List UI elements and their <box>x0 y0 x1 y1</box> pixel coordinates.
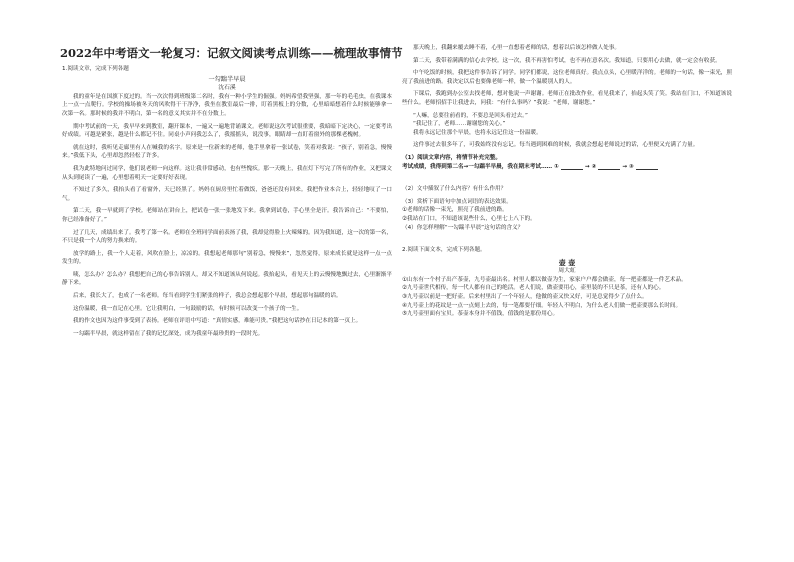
dialogue-line: “人嘛，总要往前看的，不要总是回头看过去。” <box>413 112 528 119</box>
story-paragraph: 一勾踹半早晨，就这样留在了我的记忆深处，成为我童年最珍贵的一段时光。 <box>73 330 264 337</box>
question-2-paragraph: ④九号壶上的花纹是一点一点刻上去的，每一笔都要仔细。年轻人不明白，为什么老人们做一把壶要那么长时间。 <box>402 302 682 309</box>
story-paragraph: 这件事过去很多年了，可我始终没有忘记。每当遇到困难的时候，我就会想起老师说过的话，心里便又充满了力量。 <box>413 142 699 149</box>
question-2-paragraph: ⑤九号壶里面有宝贝。茶壶本身并不值钱，值钱的是那份用心。 <box>402 311 559 318</box>
story-paragraph: 这份温暖，我一直记在心里。它让我明白，一句鼓励的话，有时候可以改变一个孩子的一生。 <box>73 305 303 312</box>
story-title: 一勾踹半早晨 <box>208 75 246 83</box>
story-paragraph: 我的作文也因为这件事受到了表扬。老师在评语中写道：“真情实感，难能可贵。”我把这句话抄在日记本的第一页上。 <box>73 318 362 325</box>
dialogue-line: “我记住了，老师……谢谢您的关心。” <box>413 121 506 128</box>
question-1-prompt: 1.阅读文章，完成下列各题 <box>62 66 129 72</box>
story-paragraph: 我为此特地问过同学，他们说老师一向这样。这让我非常感动，也有些愧疚。那一天晚上，我在灯下写完了所有的作业，又把课文从头到尾读了一遍，心里想着明天一定要好好表现。 <box>62 165 392 181</box>
right-column <box>402 0 732 319</box>
subquestion-4-label: （4）你怎样理解“一勾踹半早晨”这句话的含义？ <box>402 224 524 231</box>
answer-blank[interactable] <box>636 163 658 170</box>
subquestion-2-label: （2）文中插叙了什么内容？有什么作用？ <box>402 186 507 193</box>
dialogue-line: 我将永远记住那个早晨，也将永远记住这一份温暖。 <box>413 129 542 136</box>
plot-blank-2: ② <box>591 163 597 170</box>
question-2-paragraph: ①山东有一个村子出产茶壶，九号壶最出名。村里人都以做壶为生，家家户户都会做壶，每一把壶都是一件艺术品。 <box>402 276 687 283</box>
story-paragraph: 第二天，我一早就到了学校。老师站在讲台上，把试卷一张一张地发下来。我拿到试卷，手心里全是汗。我告诉自己：“不要怕，你已经准备好了。” <box>62 208 392 223</box>
subquestion-3-label: （3）赏析下面语句中加点词语的表达效果。 <box>402 198 512 205</box>
plot-arrow: → <box>622 163 628 170</box>
story-paragraph: 放学的路上，我一个人走着，风吹在脸上，凉凉的。我想起老师那句“别着急，慢慢来”，忽然觉得，原来成长就是这样一点一点发生的。 <box>62 250 392 266</box>
story-author: 沈石溪 <box>218 85 236 92</box>
plot-chain-start: 考试成绩，我得到第二名→一勾踹半早晨，我在期末考试…… <box>402 163 553 170</box>
plot-chain <box>402 163 732 172</box>
subquestion-3-item-a: ①老师的话像一束光，照亮了我前进的路。 <box>402 207 508 214</box>
story-paragraph: 第二天，我带着满满的信心去学校。这一次，我不再害怕考试，也不再在意名次。我知道，只要用心去做，就一定会有收获。 <box>413 57 721 64</box>
story-paragraph: 中午吃饭的时候，我把这件事告诉了同学。同学们都说，这位老师真好。我点点头，心里暖洋洋的。老师的一句话，像一束光，照亮了我前进的路。我决定以后也要像老师一样，做一个温暖别人的人。 <box>402 70 732 85</box>
story-paragraph: 那天晚上，我翻来覆去睡不着，心里一直想着老师的话，想着以后该怎样做人处事。 <box>413 45 620 51</box>
document-title: 2022年中考语文一轮复习：记叙文阅读考点训练——梳理故事情节 <box>60 46 403 60</box>
question-2-paragraph: ③九号壶以前是一把好壶。后来村里出了一个年轻人，他做的壶又快又好，可是总觉得少了点什么。 <box>402 294 648 301</box>
plot-arrow: → <box>584 163 590 170</box>
answer-blank[interactable] <box>561 163 583 170</box>
story-paragraph: 不知过了多久，我抬头看了看窗外，天已经黑了。妈妈在厨房里忙着做饭，爸爸还没有回来。我把作业本合上，轻轻地叹了一口气。 <box>62 187 392 202</box>
story-paragraph: 咦，怎么办？怎么办？我想把自己的心事告诉别人，却又不知道该从何说起。我抬起头，看见天上的云慢慢地飘过去，心里渐渐平静下来。 <box>62 271 392 287</box>
subquestion-1-label: （1）阅读文章内容，将情节补充完整。 <box>402 154 501 161</box>
story-paragraph: 后来，我长大了，也成了一名老师。每当看到学生们紧张的样子，我总会想起那个早晨，想起那句温暖的话。 <box>73 293 342 300</box>
subquestion-3-item-b: ②我站在门口，不知道该说些什么，心里七上八下的。 <box>402 215 536 222</box>
plot-blank-3: ③ <box>629 163 634 170</box>
story-paragraph: 我的童年是在国旗下度过的。当一次次得到班级第二名时，我有一种小学生的倔强。妈妈希望我坚强，那一年的毛毛虫，在我课本上一点一点爬行。学校的操场被冬天的风吹得干干净净，我坐在教室最后一排，盯着黑板上的分数，心里暗暗想着什么时候能够拿一次第一名。那时候的我并不明白，第一名的意义其实并不在分数上。 <box>62 93 392 117</box>
plot-blank-1: ① <box>554 163 559 170</box>
left-column <box>60 0 403 338</box>
question-2-paragraph: ②九号壶世代相传，每一代人都有自己的绝活。老人们说，做壶要用心，壶里装的不只是茶，还有人的心。 <box>402 285 665 292</box>
story-paragraph: 下课后，我跑到办公室去找老师，想对他说一声谢谢。老师正在批改作业，看见我来了，抬起头笑了笑。我站在门口，不知道该说些什么。老师招招手让我进去，问我：“有什么事吗？”我说：“老师，谢谢您。” <box>402 91 732 106</box>
question-2-author: 周大虹 <box>558 268 576 275</box>
story-paragraph: 过了几天，成绩出来了。我考了第一名。老师在全班同学面前表扬了我，我却觉得脸上火辣辣的。因为我知道，这一次的第一名，不只是我一个人的努力换来的。 <box>62 229 392 245</box>
answer-blank[interactable] <box>598 163 620 170</box>
story-paragraph: 期中考试前的一天，我早早来到教室，翻开课本，一遍又一遍地背诵课文。老师说这次考试很重要，我暗暗下定决心，一定要考出好成绩。可越是紧张，越是什么都记不住。同桌小声问我怎么了，我摇摇头，说没事，眼睛却一直盯着窗外的那棵老槐树。 <box>62 123 392 139</box>
question-2-title: 壶 壶 <box>558 257 576 267</box>
story-paragraph: 就在这时，我听见走廊里有人在喊我的名字。原来是一位新来的老师，他手里拿着一张试卷，笑着对我说：“孩子，别着急，慢慢来。”我低下头，心里却忽然轻松了许多。 <box>62 144 392 160</box>
question-2-prompt: 2.阅读下面文本，完成下列各题。 <box>402 247 486 254</box>
